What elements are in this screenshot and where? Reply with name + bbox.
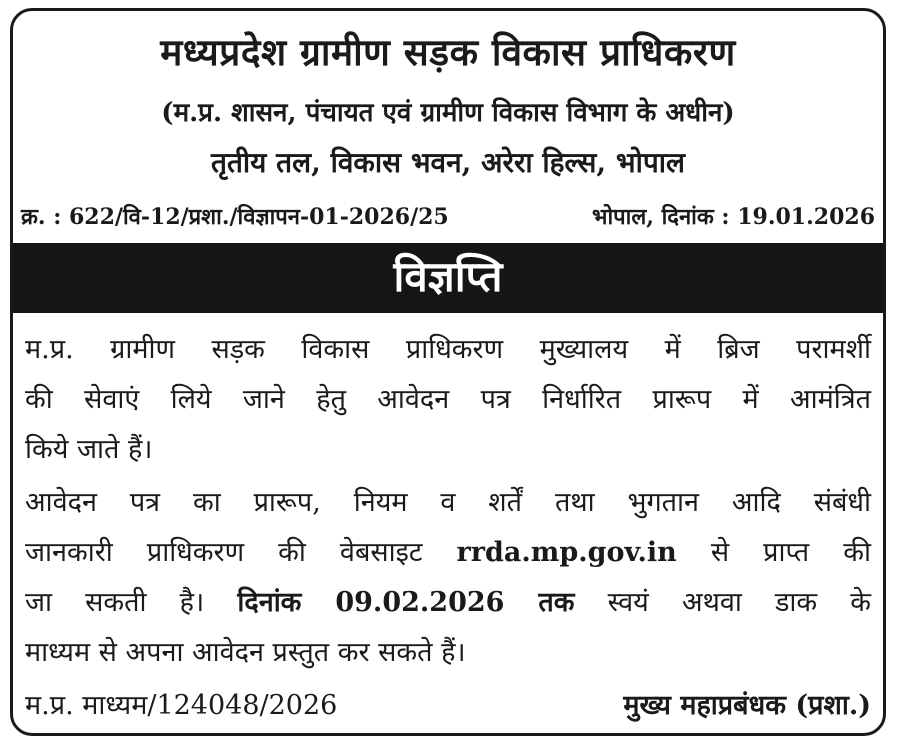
website-address: rrda.mp.gov.in <box>456 537 677 568</box>
paragraph-1-line-3: किये जाते हैं। <box>25 434 153 465</box>
paragraph-2 <box>25 478 871 678</box>
reference-row <box>21 201 875 231</box>
paragraph-1-line-1: म.प्र. ग्रामीण सड़क विकास प्राधिकरण मुख्यालय में ब्रिज परामर्शी <box>25 334 871 365</box>
paragraph-1-line-2: की सेवाएं लिये जाने हेतु आवेदन पत्र निर्धारित प्रारूप में आमंत्रित <box>25 384 872 415</box>
notice-frame <box>10 8 886 736</box>
paragraph-2-line-2 <box>25 528 871 578</box>
paragraph-1 <box>25 325 871 475</box>
paragraph-2-line-3-pre: जा सकती है। <box>25 587 205 618</box>
organization-address: तृतीय तल, विकास भवन, अरेरा हिल्स, भोपाल <box>210 146 686 179</box>
paragraph-2-line-3-post: स्वयं अथवा डाक के <box>607 587 872 618</box>
reference-number: क्र. : 622/वि-12/प्रशा./विज्ञापन-01-2026/25 <box>21 204 449 230</box>
place-date: भोपाल, दिनांक : 19.01.2026 <box>592 204 875 230</box>
deadline-date: दिनांक 09.02.2026 तक <box>237 587 575 618</box>
paragraph-2-line-2-pre: जानकारी प्राधिकरण की वेबसाइट <box>25 537 423 568</box>
organization-subtitle: (म.प्र. शासन, पंचायत एवं ग्रामीण विकास विभाग के अधीन) <box>161 98 735 128</box>
signatory: मुख्य महाप्रबंधक (प्रशा.) <box>623 690 871 721</box>
paragraph-2-line-2-post: से प्राप्त की <box>710 537 871 568</box>
publication-code: म.प्र. माध्यम/124048/2026 <box>25 690 338 721</box>
organization-title: मध्यप्रदेश ग्रामीण सड़क विकास प्राधिकरण <box>160 30 736 74</box>
notice-heading: विज्ञप्ति <box>13 243 883 313</box>
paragraph-2-line-1: आवेदन पत्र का प्रारूप, नियम व शर्तें तथा भुगतान आदि संबंधी <box>25 487 871 518</box>
paragraph-2-line-3 <box>25 578 871 628</box>
paragraph-2-line-4: माध्यम से अपना आवेदन प्रस्तुत कर सकते हैं। <box>25 637 466 668</box>
notice-footer <box>25 685 871 722</box>
